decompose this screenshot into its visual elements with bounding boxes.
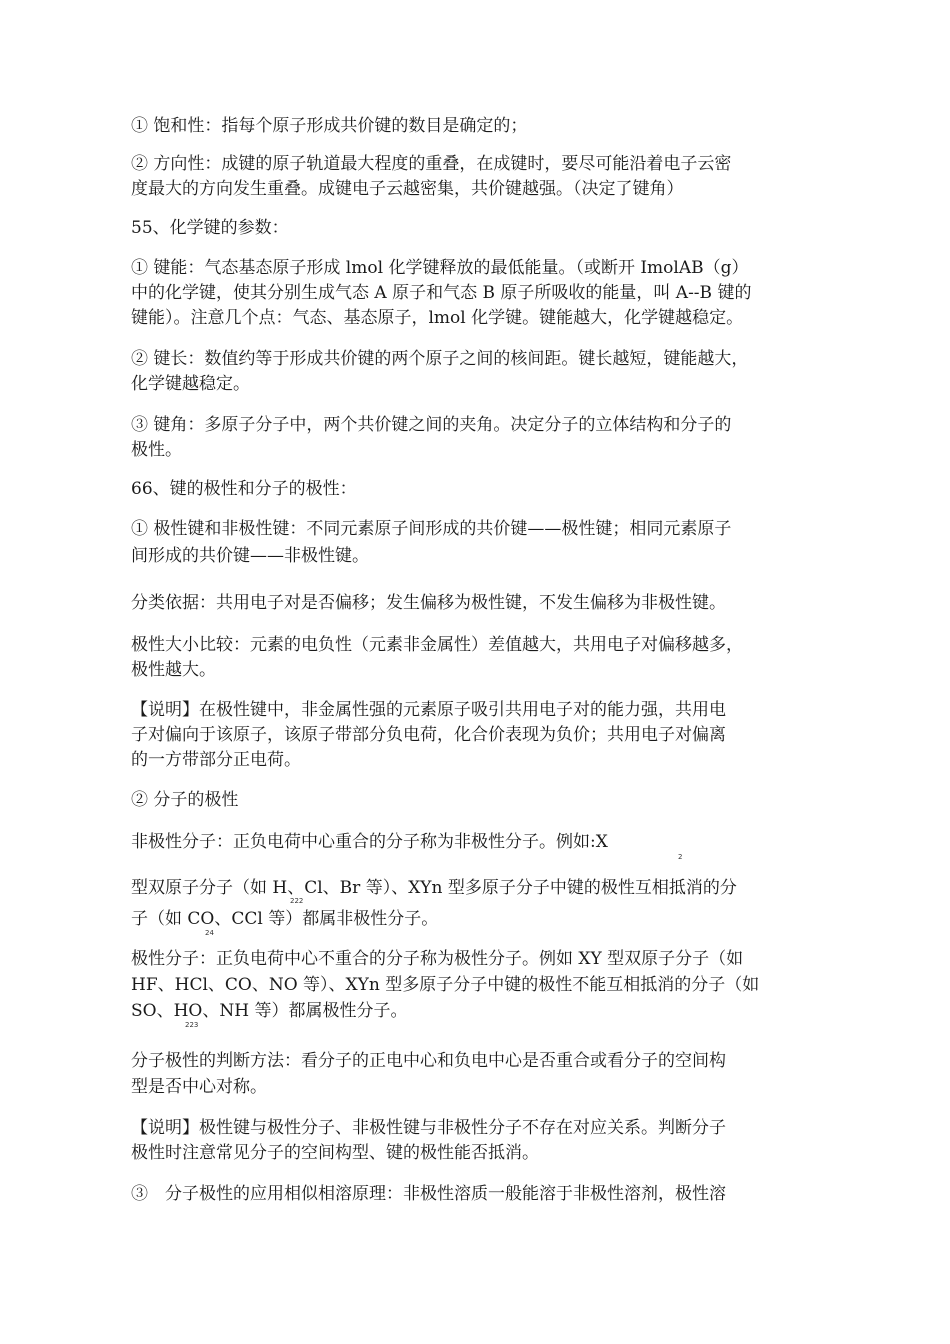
text-line: ① 饱和性：指每个原子形成共价键的数目是确定的； xyxy=(131,116,528,136)
text-line: 子对偏向于该原子，该原子带部分负电荷，化合价表现为负价；共用电子对偏离 xyxy=(131,725,726,745)
text-line: 分类依据：共用电子对是否偏移；发生偏移为极性键，不发生偏移为非极性键。 xyxy=(131,593,726,613)
text-line: 极性大小比较：元素的电负性（元素非金属性）差值越大，共用电子对偏移越多， xyxy=(131,635,743,655)
text-line: 极性时注意常见分子的空间构型、键的极性能否抵消。 xyxy=(131,1143,539,1163)
text-line: SO、HO、NH 等）都属极性分子。 xyxy=(131,1001,408,1021)
text-line: 化学键越稳定。 xyxy=(131,374,250,394)
text-line: ① 极性键和非极性键：不同元素原子间形成的共价键——极性键；相同元素原子 xyxy=(131,519,732,539)
text-line: 子（如 CO、CCl 等）都属非极性分子。 xyxy=(131,909,439,929)
section-heading: 66、键的极性和分子的极性： xyxy=(131,479,357,499)
text-line: 型是否中心对称。 xyxy=(131,1077,267,1097)
subscript: 24 xyxy=(205,929,214,937)
text-line: 的一方带部分正电荷。 xyxy=(131,750,301,770)
text-line: 【说明】在极性键中，非金属性强的元素原子吸引共用电子对的能力强，共用电 xyxy=(131,700,726,720)
subscript: 2 xyxy=(678,853,683,861)
text-line: 极性。 xyxy=(131,440,182,460)
text-line: 分子极性的判断方法：看分子的正电中心和负电中心是否重合或看分子的空间构 xyxy=(131,1051,726,1071)
text-line: ③ 键角：多原子分子中，两个共价键之间的夹角。决定分子的立体结构和分子的 xyxy=(131,415,732,435)
text-line: 中的化学键，使其分别生成气态 A 原子和气态 B 原子所吸收的能量，叫 A--B 键的 xyxy=(131,283,752,303)
text-line: ② 键长：数值约等于形成共价键的两个原子之间的核间距。键长越短，键能越大， xyxy=(131,349,749,369)
subscript: 223 xyxy=(185,1021,199,1029)
text-line: ① 键能：气态基态原子形成 lmol 化学键释放的最低能量。（或断开 ImolAB（g） xyxy=(131,258,749,278)
text-line: 极性分子：正负电荷中心不重合的分子称为极性分子。例如 XY 型双原子分子（如 xyxy=(131,949,744,969)
text-line: 键能）。注意几个点：气态、基态原子，lmol 化学键。键能越大，化学键越稳定。 xyxy=(131,308,744,328)
text-line: ③ 分子极性的应用相似相溶原理：非极性溶质一般能溶于非极性溶剂，极性溶 xyxy=(131,1184,726,1204)
subscript: 222 xyxy=(290,897,304,905)
text-line: 【说明】极性键与极性分子、非极性键与非极性分子不存在对应关系。判断分子 xyxy=(131,1118,726,1138)
text-line: 非极性分子：正负电荷中心重合的分子称为非极性分子。例如:X xyxy=(131,832,608,852)
text-line: ② 分子的极性 xyxy=(131,790,239,810)
text-line: 型双原子分子（如 H、Cl、Br 等）、XYn 型多原子分子中键的极性互相抵消的分 xyxy=(131,878,737,898)
text-line: 间形成的共价键——非极性键。 xyxy=(131,546,369,566)
section-heading: 55、化学键的参数： xyxy=(131,218,289,238)
text-line: ② 方向性：成键的原子轨道最大程度的重叠，在成键时，要尽可能沿着电子云密 xyxy=(131,154,732,174)
text-line: HF、HCl、CO、NO 等）、XYn 型多原子分子中键的极性不能互相抵消的分子（如 xyxy=(131,975,760,995)
text-line: 度最大的方向发生重叠。成键电子云越密集，共价键越强。（决定了键角） xyxy=(131,179,684,199)
text-line: 极性越大。 xyxy=(131,660,216,680)
